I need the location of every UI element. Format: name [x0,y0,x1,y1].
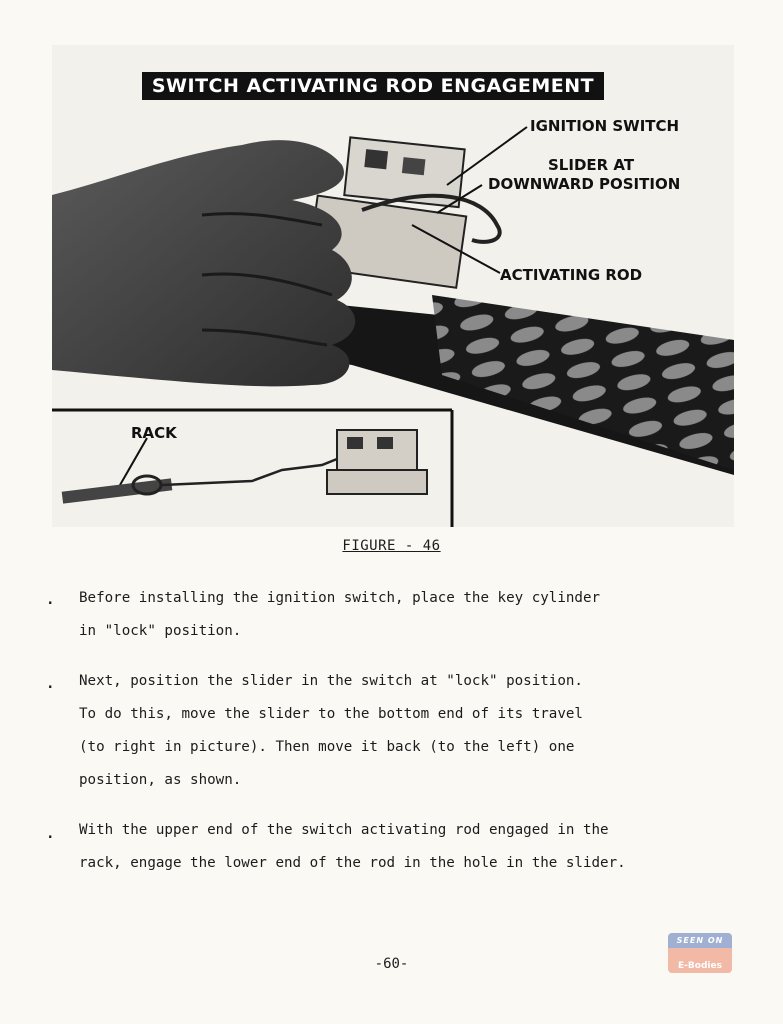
bullet-1: . [46,592,55,608]
callout-activating-rod: ACTIVATING ROD [500,266,643,284]
instruction-3: With the upper end of the switch activating rod engaged in the rack, engage the lower end of the rod in the hole in the slider. [79,822,626,871]
watermark-bottom: E-Bodies [668,948,732,973]
watermark-top: SEEN ON [668,933,732,948]
bullet-3: . [46,826,55,842]
instruction-1: Before installing the ignition switch, place the key cylinder in "lock" position. [79,590,601,639]
instruction-2: Next, position the slider in the switch at "lock" position. To do this, move the slider to the bottom end of its travel (to right in picture). Then move it back (to the left) one position, as shown. [79,673,583,788]
figure-caption: FIGURE - 46 [342,538,441,554]
callout-rack: RACK [131,424,177,442]
figure-banner: SWITCH ACTIVATING ROD ENGAGEMENT [142,72,604,100]
watermark-stamp [668,933,732,973]
page-number: -60- [374,956,409,972]
callout-slider-line1: SLIDER AT [548,156,635,174]
callout-slider-line2: DOWNWARD POSITION [488,175,681,193]
bullet-2: . [46,676,55,692]
inset-ignition-switch [337,430,417,472]
callout-ignition-switch: IGNITION SWITCH [530,117,680,135]
